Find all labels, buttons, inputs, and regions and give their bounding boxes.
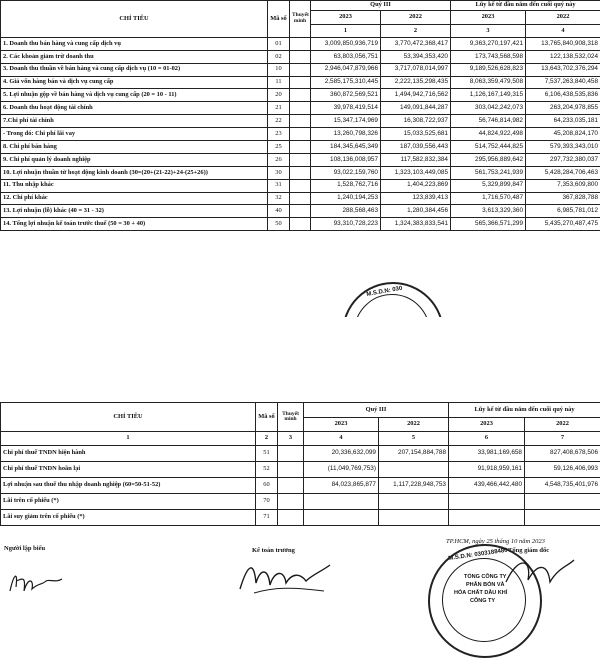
row-quarter-2023: (11,049,769,753) [304,462,379,478]
row-label: 12. Chi phí khác [1,192,268,205]
row-code: 52 [256,462,278,478]
row-cumulative-2023: 1,716,570,487 [451,192,526,205]
row-cumulative-2023: 565,366,571,299 [451,218,526,231]
row-quarter-2023: 93,310,728,223 [311,218,381,231]
row-cumulative-2023: 9,189,526,628,823 [451,63,526,76]
row-code: 11 [268,76,290,89]
row-cumulative-2022: 64,233,035,181 [526,115,600,128]
table-row [1,494,600,510]
row-code: 23 [268,128,290,141]
row-note [290,115,311,128]
row-cumulative-2023: 91,918,959,161 [449,462,525,478]
row-cumulative-2022: 13,643,702,376,294 [526,63,600,76]
row-note [290,179,311,192]
row-cumulative-2022: 6,985,781,012 [526,205,600,218]
row-code: 60 [256,478,278,494]
col-header-quarter: Quý III [311,1,451,11]
row-quarter-2023: 2,946,047,879,966 [311,63,381,76]
row-cumulative-2023: 173,743,568,598 [451,50,526,63]
date-line: TP.HCM, ngày 25 tháng 10 năm 2023 [446,538,545,545]
row-cumulative-2022: 7,537,263,840,458 [526,76,600,89]
row-cumulative-2023: 439,466,442,480 [449,478,525,494]
row-label: 13. Lợi nhuận (lỗ) khác (40 = 31 - 32) [1,205,268,218]
table-row [1,89,600,102]
accountant-label: Kế toán trưởng [252,547,295,554]
row-cumulative-2023: 33,981,169,658 [449,446,525,462]
col-header-chi-tieu: CHỈ TIÊU [1,1,268,38]
row-quarter-2023: 13,260,798,326 [311,128,381,141]
col-header-cumulative: Lũy kế từ đầu năm đến cuối quý này [449,403,600,418]
row-code: 51 [256,446,278,462]
row-cumulative-2023: 3,613,329,360 [451,205,526,218]
table-row [1,179,600,192]
row-quarter-2023: 39,978,419,514 [311,102,381,115]
row-note [290,205,311,218]
row-quarter-2022 [379,462,449,478]
col-header-thuyet-minh: Thuyết minh [278,403,304,432]
row-label: Lãi suy giảm trên cổ phiếu (*) [1,510,256,526]
row-quarter-2022: 1,280,384,456 [381,205,451,218]
row-quarter-2022: 207,154,884,788 [379,446,449,462]
row-cumulative-2022: 6,106,438,535,836 [526,89,600,102]
row-code: 30 [268,166,290,179]
row-quarter-2023: 15,347,174,969 [311,115,381,128]
row-cumulative-2023: 44,824,922,498 [451,128,526,141]
row-cumulative-2022: 297,732,380,037 [526,153,600,166]
row-cumulative-2022: 263,204,978,855 [526,102,600,115]
row-note [278,462,304,478]
row-quarter-2023: 63,803,056,751 [311,50,381,63]
row-cumulative-2022: 45,208,824,170 [526,128,600,141]
table-row [1,115,600,128]
row-cumulative-2022: 13,765,840,908,318 [526,37,600,50]
row-quarter-2022 [379,494,449,510]
row-code: 71 [256,510,278,526]
row-code: 21 [268,102,290,115]
row-quarter-2023: 288,568,463 [311,205,381,218]
row-cumulative-2022: 827,408,678,506 [525,446,600,462]
row-quarter-2022: 1,324,383,833,541 [381,218,451,231]
preparer-label: Người lập biểu [4,545,45,552]
column-index-row: 1 2 3 4 [1,25,600,38]
accountant-signature-icon [234,553,334,599]
row-note [290,153,311,166]
table-row [1,192,600,205]
company-stamp-icon: M.S.D.N: 0303188480 TỔNG CÔNG TY PHÂN BÓN VÀ HÓA CHẤT DẦU KHÍ CÔNG TY [428,544,542,658]
row-note [290,218,311,231]
row-quarter-2023: 1,528,762,716 [311,179,381,192]
row-cumulative-2023: 8,063,359,479,508 [451,76,526,89]
table-row [1,510,600,526]
page-gap [0,317,600,402]
row-note [290,192,311,205]
income-statement-table-part2 [0,402,600,526]
row-code: 20 [268,89,290,102]
row-label: 6. Doanh thu hoạt động tài chính [1,102,268,115]
row-cumulative-2022: 5,435,270,487,475 [526,218,600,231]
row-note [290,166,311,179]
column-index-row: 1 2 3 4 5 6 7 [1,432,600,446]
row-quarter-2022: 3,770,472,368,417 [381,37,451,50]
row-quarter-2023: 184,345,645,349 [311,141,381,154]
row-quarter-2022: 123,839,413 [381,192,451,205]
row-label: 5. Lợi nhuận gộp về bán hàng và dịch vụ cung cấp (20 = 10 - 11) [1,89,268,102]
col-header-chi-tieu: CHỈ TIÊU [1,403,256,432]
col-header-quarter: Quý III [304,403,449,418]
row-note [290,37,311,50]
col-header-year: 2023 [304,418,379,432]
row-note [278,478,304,494]
table-row [1,63,600,76]
row-quarter-2022: 1,323,103,449,085 [381,166,451,179]
row-code: 26 [268,153,290,166]
row-note [278,494,304,510]
company-stamp-icon: M.S.D.N: 030 [342,282,444,384]
row-quarter-2023: 3,009,850,936,719 [311,37,381,50]
row-quarter-2023: 2,585,175,310,445 [311,76,381,89]
row-label: 1. Doanh thu bán hàng và cung cấp dịch vụ [1,37,268,50]
row-cumulative-2022: 122,138,532,024 [526,50,600,63]
row-code: 40 [268,205,290,218]
row-cumulative-2023: 56,746,814,982 [451,115,526,128]
row-note [278,510,304,526]
row-label: - Trong đó: Chi phí lãi vay [1,128,268,141]
col-header-year: 2022 [381,11,451,25]
director-label: Tổng giám đốc [508,547,549,554]
row-label: 9. Chi phí quản lý doanh nghiệp [1,153,268,166]
table-row [1,478,600,494]
row-quarter-2023: 93,022,159,760 [311,166,381,179]
row-note [290,89,311,102]
row-label: 10. Lợi nhuận thuần từ hoạt động kinh doanh (30=(20+(21-22)+24-(25+26)) [1,166,268,179]
table-row [1,128,600,141]
row-quarter-2022: 187,039,556,443 [381,141,451,154]
row-quarter-2023: 84,023,865,877 [304,478,379,494]
row-cumulative-2022 [525,494,600,510]
row-label: 4. Giá vốn hàng bán và dịch vụ cung cấp [1,76,268,89]
row-cumulative-2023: 303,042,242,073 [451,102,526,115]
row-label: 11. Thu nhập khác [1,179,268,192]
col-header-ma-so: Mã số [268,1,290,38]
col-header-year: 2022 [526,11,600,25]
row-quarter-2022: 15,033,525,681 [381,128,451,141]
table-row [1,76,600,89]
row-label: 2. Các khoản giảm trừ doanh thu [1,50,268,63]
table-row [1,37,600,50]
table-row [1,153,600,166]
row-quarter-2022: 16,308,722,937 [381,115,451,128]
row-quarter-2023: 360,872,569,521 [311,89,381,102]
row-label: 3. Doanh thu thuần về bán hàng và cung cấp dịch vụ (10 = 01-02) [1,63,268,76]
row-quarter-2023: 108,136,008,957 [311,153,381,166]
row-quarter-2022: 3,717,078,014,997 [381,63,451,76]
row-cumulative-2022: 367,828,788 [526,192,600,205]
table-row [1,166,600,179]
col-header-year: 2023 [451,11,526,25]
row-quarter-2023 [304,510,379,526]
preparer-signature-icon [6,565,66,597]
row-label: 8. Chi phí bán hàng [1,141,268,154]
row-code: 70 [256,494,278,510]
table-row [1,102,600,115]
row-quarter-2022: 1,117,228,948,753 [379,478,449,494]
row-cumulative-2023 [449,494,525,510]
row-cumulative-2022: 5,428,284,706,463 [526,166,600,179]
row-label: Chi phí thuế TNDN hoãn lại [1,462,256,478]
row-quarter-2022: 1,404,223,869 [381,179,451,192]
row-label: Chi phí thuế TNDN hiện hành [1,446,256,462]
row-cumulative-2023: 9,363,270,197,421 [451,37,526,50]
col-header-year: 2023 [311,11,381,25]
row-quarter-2022: 1,494,942,716,562 [381,89,451,102]
row-note [290,128,311,141]
row-cumulative-2022: 4,548,735,401,976 [525,478,600,494]
row-quarter-2023: 20,336,632,099 [304,446,379,462]
row-cumulative-2022: 7,353,609,800 [526,179,600,192]
row-cumulative-2023: 1,126,167,149,315 [451,89,526,102]
row-cumulative-2022 [525,510,600,526]
table-row [1,205,600,218]
row-cumulative-2022: 59,126,406,993 [525,462,600,478]
table-row [1,141,600,154]
table-row [1,462,600,478]
row-code: 01 [268,37,290,50]
row-label: 7.Chi phí tài chính [1,115,268,128]
row-cumulative-2023: 295,956,889,642 [451,153,526,166]
row-code: 25 [268,141,290,154]
row-cumulative-2023: 514,752,444,825 [451,141,526,154]
row-quarter-2022: 2,222,135,298,435 [381,76,451,89]
director-signature-icon [498,552,578,596]
row-note [290,76,311,89]
col-header-year: 2022 [379,418,449,432]
row-note [290,141,311,154]
row-note [278,446,304,462]
row-cumulative-2023 [449,510,525,526]
col-header-thuyet-minh: Thuyết minh [290,1,311,38]
row-code: 10 [268,63,290,76]
table-row [1,218,600,231]
col-header-ma-so: Mã số [256,403,278,432]
row-note [290,50,311,63]
row-label: Lãi trên cổ phiếu (*) [1,494,256,510]
row-code: 50 [268,218,290,231]
row-label: 14. Tổng lợi nhuận kế toán trước thuế (50 = 30 + 40) [1,218,268,231]
row-quarter-2023 [304,494,379,510]
table-row [1,50,600,63]
col-header-year: 2023 [449,418,525,432]
row-code: 31 [268,179,290,192]
row-cumulative-2023: 561,753,241,939 [451,166,526,179]
row-quarter-2022 [379,510,449,526]
row-quarter-2022: 53,394,353,420 [381,50,451,63]
table-row [1,446,600,462]
row-note [290,63,311,76]
row-code: 22 [268,115,290,128]
row-quarter-2022: 117,582,832,384 [381,153,451,166]
row-cumulative-2022: 579,393,343,010 [526,141,600,154]
row-note [290,102,311,115]
row-quarter-2022: 149,091,844,287 [381,102,451,115]
income-statement-table-part1 [0,0,600,231]
row-code: 32 [268,192,290,205]
row-quarter-2023: 1,240,194,253 [311,192,381,205]
row-cumulative-2023: 5,329,899,847 [451,179,526,192]
row-code: 02 [268,50,290,63]
col-header-year: 2022 [525,418,600,432]
row-label: Lợi nhuận sau thuế thu nhập doanh nghiệp (60=50-51-52) [1,478,256,494]
col-header-cumulative: Lũy kế từ đầu năm đến cuối quý này [451,1,600,11]
